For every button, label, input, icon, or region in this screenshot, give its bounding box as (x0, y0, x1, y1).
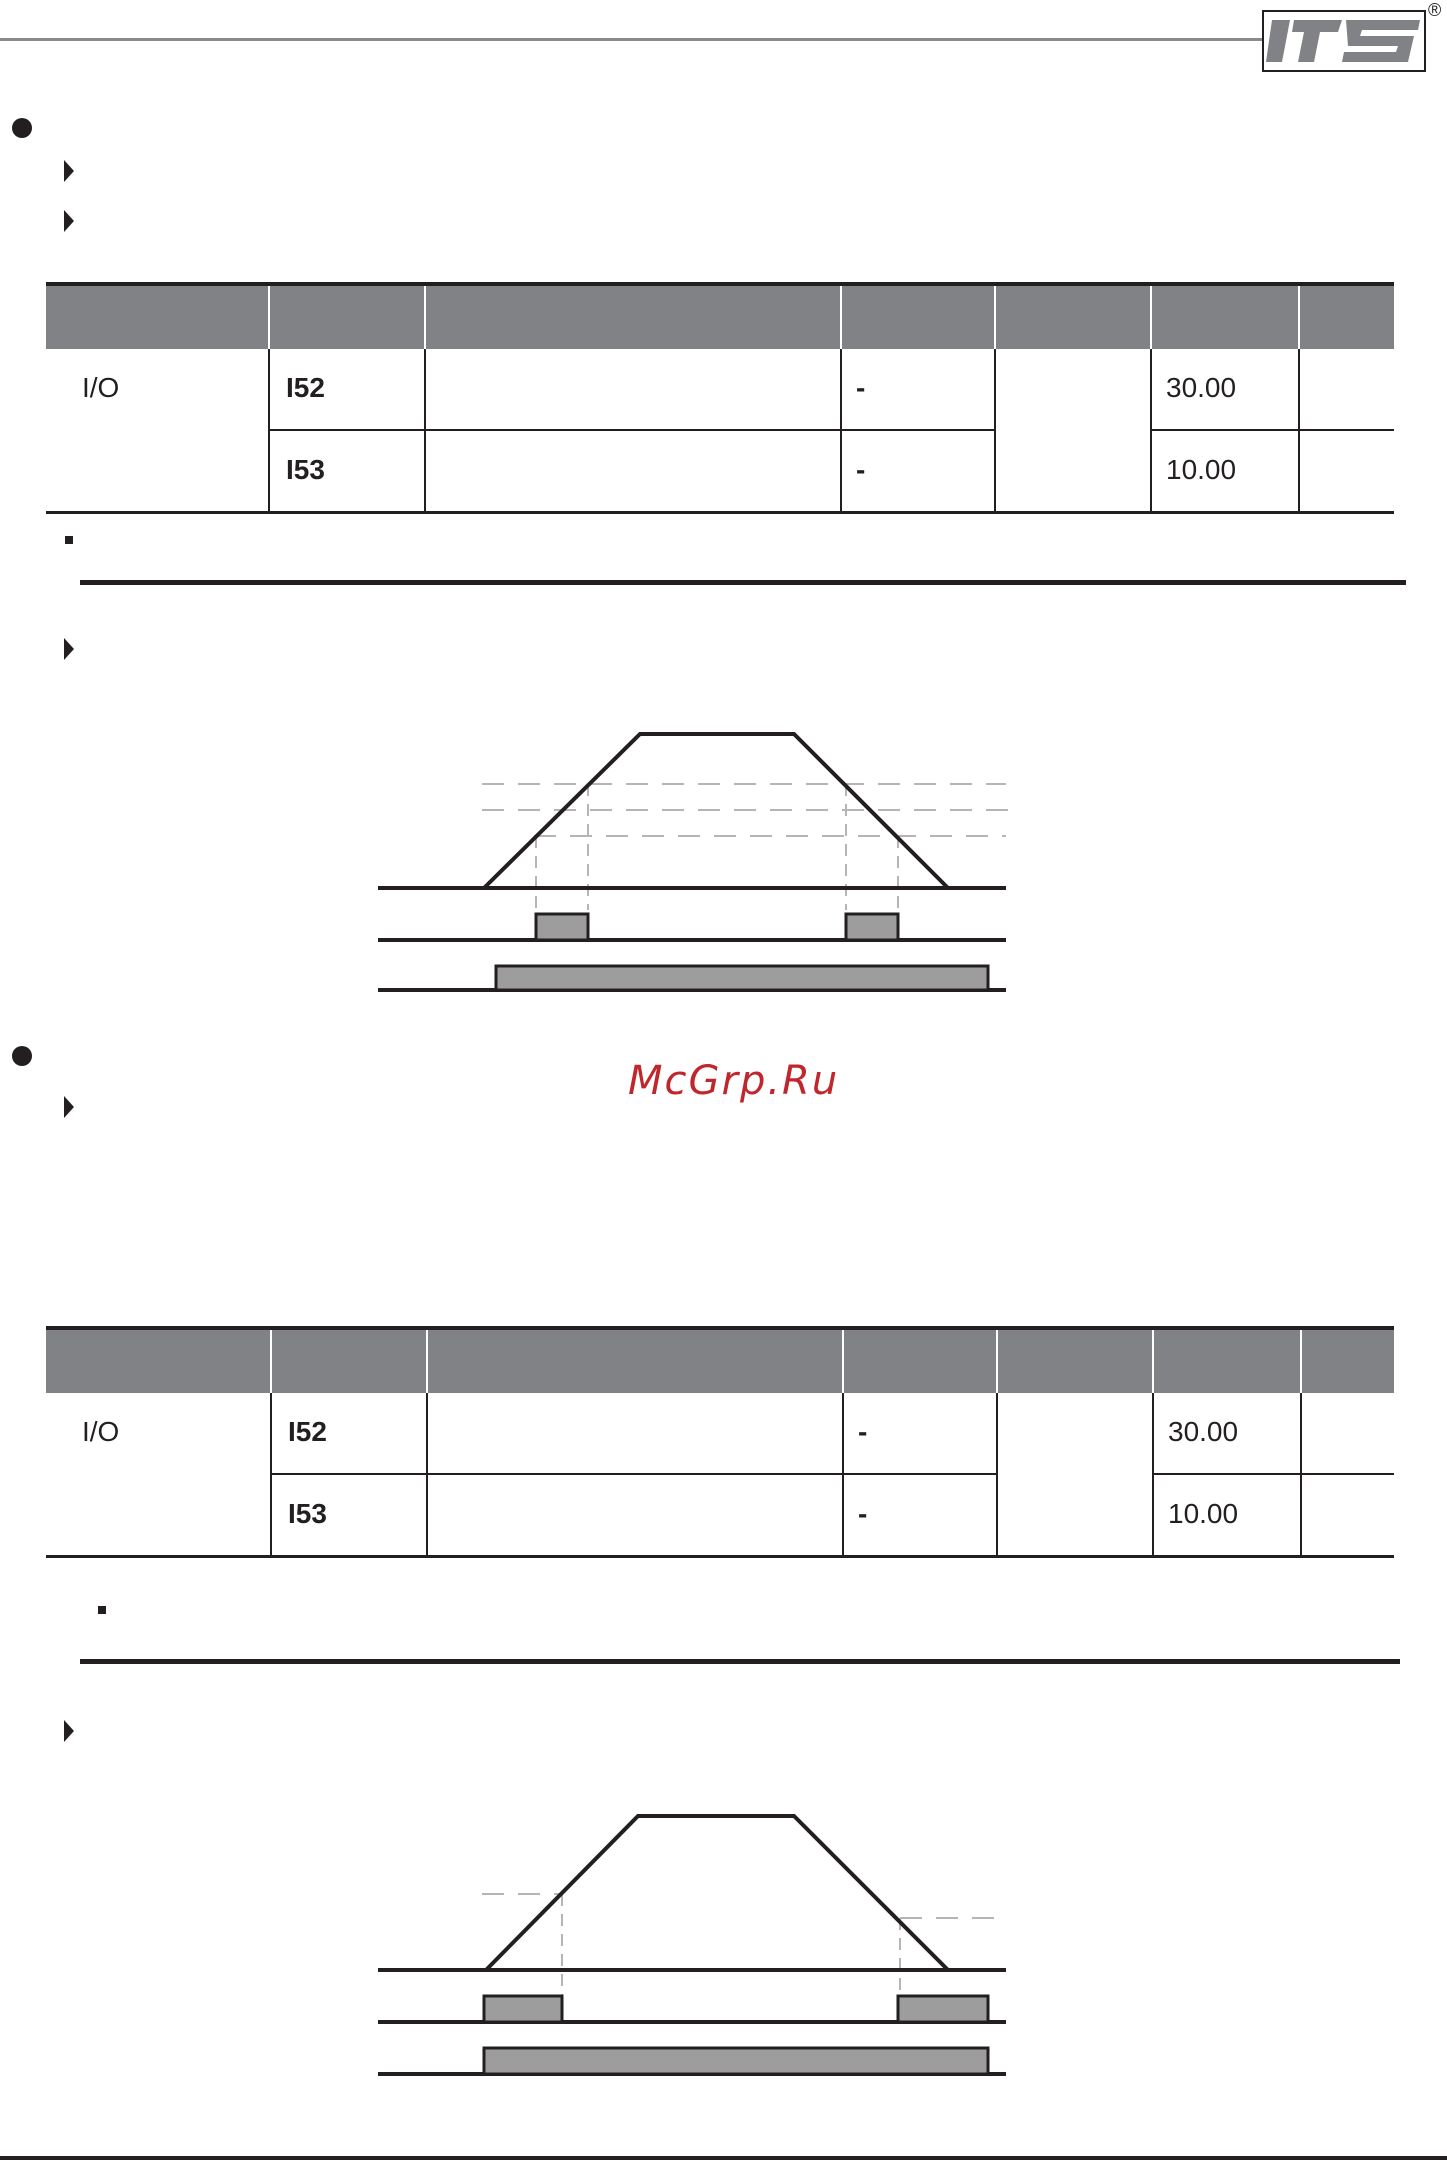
param-value: 30.00 (1166, 372, 1237, 403)
param-code: I52 (288, 1416, 327, 1447)
arrow-bullet (64, 638, 74, 660)
watermark: McGrp.Ru (628, 1058, 840, 1104)
table-header (46, 1326, 1394, 1393)
arrow-bullet (64, 210, 74, 232)
param-dash: - (858, 1416, 868, 1447)
header-rule (0, 38, 1262, 41)
group-label: I/O (82, 372, 120, 403)
param-dash: - (856, 372, 866, 403)
timing-diagram-2 (370, 1804, 1010, 2084)
param-code: I53 (286, 454, 325, 485)
arrow-bullet (64, 160, 74, 182)
param-value: 10.00 (1166, 454, 1237, 485)
parameter-table (46, 282, 1394, 514)
registered-mark: ® (1428, 0, 1442, 20)
note-bullet (65, 536, 73, 544)
run-signal-bar (496, 966, 988, 990)
param-code: I53 (288, 1498, 327, 1529)
signal-pulse (536, 914, 588, 940)
section-bullet (12, 118, 32, 138)
timing-diagram-1 (370, 720, 1010, 1000)
lsc-logo (1262, 10, 1426, 72)
signal-pulse (484, 1996, 562, 2022)
param-code: I52 (286, 372, 325, 403)
arrow-bullet (64, 1096, 74, 1118)
arrow-bullet (64, 1720, 74, 1742)
signal-pulse (846, 914, 898, 940)
param-dash: - (858, 1498, 868, 1529)
param-value: 10.00 (1168, 1498, 1239, 1529)
signal-pulse (898, 1996, 988, 2022)
param-dash: - (856, 454, 866, 485)
note-rule (80, 1659, 1400, 1664)
note-rule (80, 580, 1406, 585)
note-bullet (98, 1606, 106, 1614)
section-bullet (12, 1046, 32, 1066)
table-header (46, 282, 1394, 349)
footer-rule (0, 2156, 1447, 2160)
run-signal-bar (484, 2048, 988, 2074)
group-label: I/O (82, 1416, 120, 1447)
param-value: 30.00 (1168, 1416, 1239, 1447)
parameter-table (46, 1326, 1394, 1558)
